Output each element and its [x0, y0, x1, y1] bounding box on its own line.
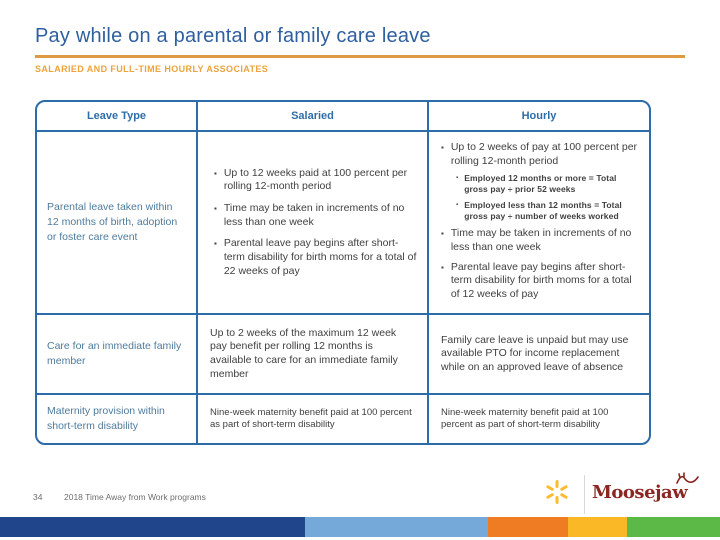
footer-bar-segment-yellow [568, 517, 627, 537]
bullet-text: ▪ Up to 2 weeks of pay at 100 percent per rolling 12-month period [450, 141, 638, 167]
cell-parental-hourly [427, 130, 649, 313]
row-label-family-care: Care for an immediate family member [37, 313, 196, 393]
bullet-item [212, 202, 417, 229]
bullet-item [439, 261, 641, 302]
footer-bar-segment-dark-blue [0, 517, 305, 537]
page-number: 34 [33, 492, 43, 502]
bullet-item [439, 141, 641, 168]
row-label-maternity: Maternity provision within short-term disability [37, 393, 196, 443]
title-underline [35, 55, 685, 58]
sub-bullet-item [455, 200, 641, 222]
bullet-item [212, 237, 417, 278]
footer-text: 2018 Time Away from Work programs [64, 492, 206, 502]
column-header-salaried: Salaried [196, 102, 427, 130]
column-header-hourly: Hourly [427, 102, 649, 130]
footer-bar-segment-green [627, 517, 720, 537]
footer-bar-segment-orange [488, 517, 568, 537]
cell-maternity-salaried: Nine-week maternity benefit paid at 100 percent as part of short-term disability [196, 393, 427, 443]
cell-parental-salaried [196, 130, 427, 313]
bullet-text: ▪ Up to 12 weeks paid at 100 percent per rolling 12-month period [223, 166, 408, 193]
antler-icon [676, 472, 700, 491]
slide-subtitle: SALARIED AND FULL-TIME HOURLY ASSOCIATES [35, 64, 269, 74]
bullet-text: ▪ Time may be taken in increments of no less than one week [223, 202, 405, 228]
sub-bullet-text: ▪ Employed less than 12 months = Total gross pay ÷ number of weeks worked [464, 200, 622, 222]
cell-family-care-hourly: Family care leave is unpaid but may use available PTO for income replacement while on an approved leave of absence [427, 313, 649, 393]
walmart-spark-icon [544, 479, 570, 510]
bullet-item [212, 167, 417, 194]
sub-bullet-text: ▪ Employed 12 months or more = Total gross pay ÷ prior 52 weeks [464, 173, 617, 195]
row-label-parental-leave: Parental leave taken within 12 months of birth, adoption or foster care event [37, 130, 196, 313]
bullet-item [439, 227, 641, 254]
logo-divider [584, 475, 585, 514]
cell-maternity-hourly: Nine-week maternity benefit paid at 100 percent as part of short-term disability [427, 393, 649, 443]
bullet-text: ▪ Time may be taken in increments of no less than one week [450, 227, 632, 254]
leave-pay-table [35, 100, 651, 445]
column-header-leave-type: Leave Type [86, 110, 147, 122]
sub-bullet-list [455, 173, 641, 222]
moosejaw-logo: Moosejaw [592, 482, 688, 503]
page-title: Pay while on a parental or family care leave [35, 25, 431, 47]
bullet-text: ▪ Parental leave pay begins after short-term disability for birth moms for a total of 12 weeks of pay [450, 260, 632, 301]
cell-family-care-salaried: Up to 2 weeks of the maximum 12 week pay benefit per rolling 12 months is available to care for an immediate family member [196, 313, 427, 393]
footer-bar-segment-light-blue [305, 517, 488, 537]
sub-bullet-item [455, 173, 641, 195]
bullet-text: ▪ Parental leave pay begins after short-term disability for birth moms for a total of 22 weeks of pay [223, 237, 417, 277]
